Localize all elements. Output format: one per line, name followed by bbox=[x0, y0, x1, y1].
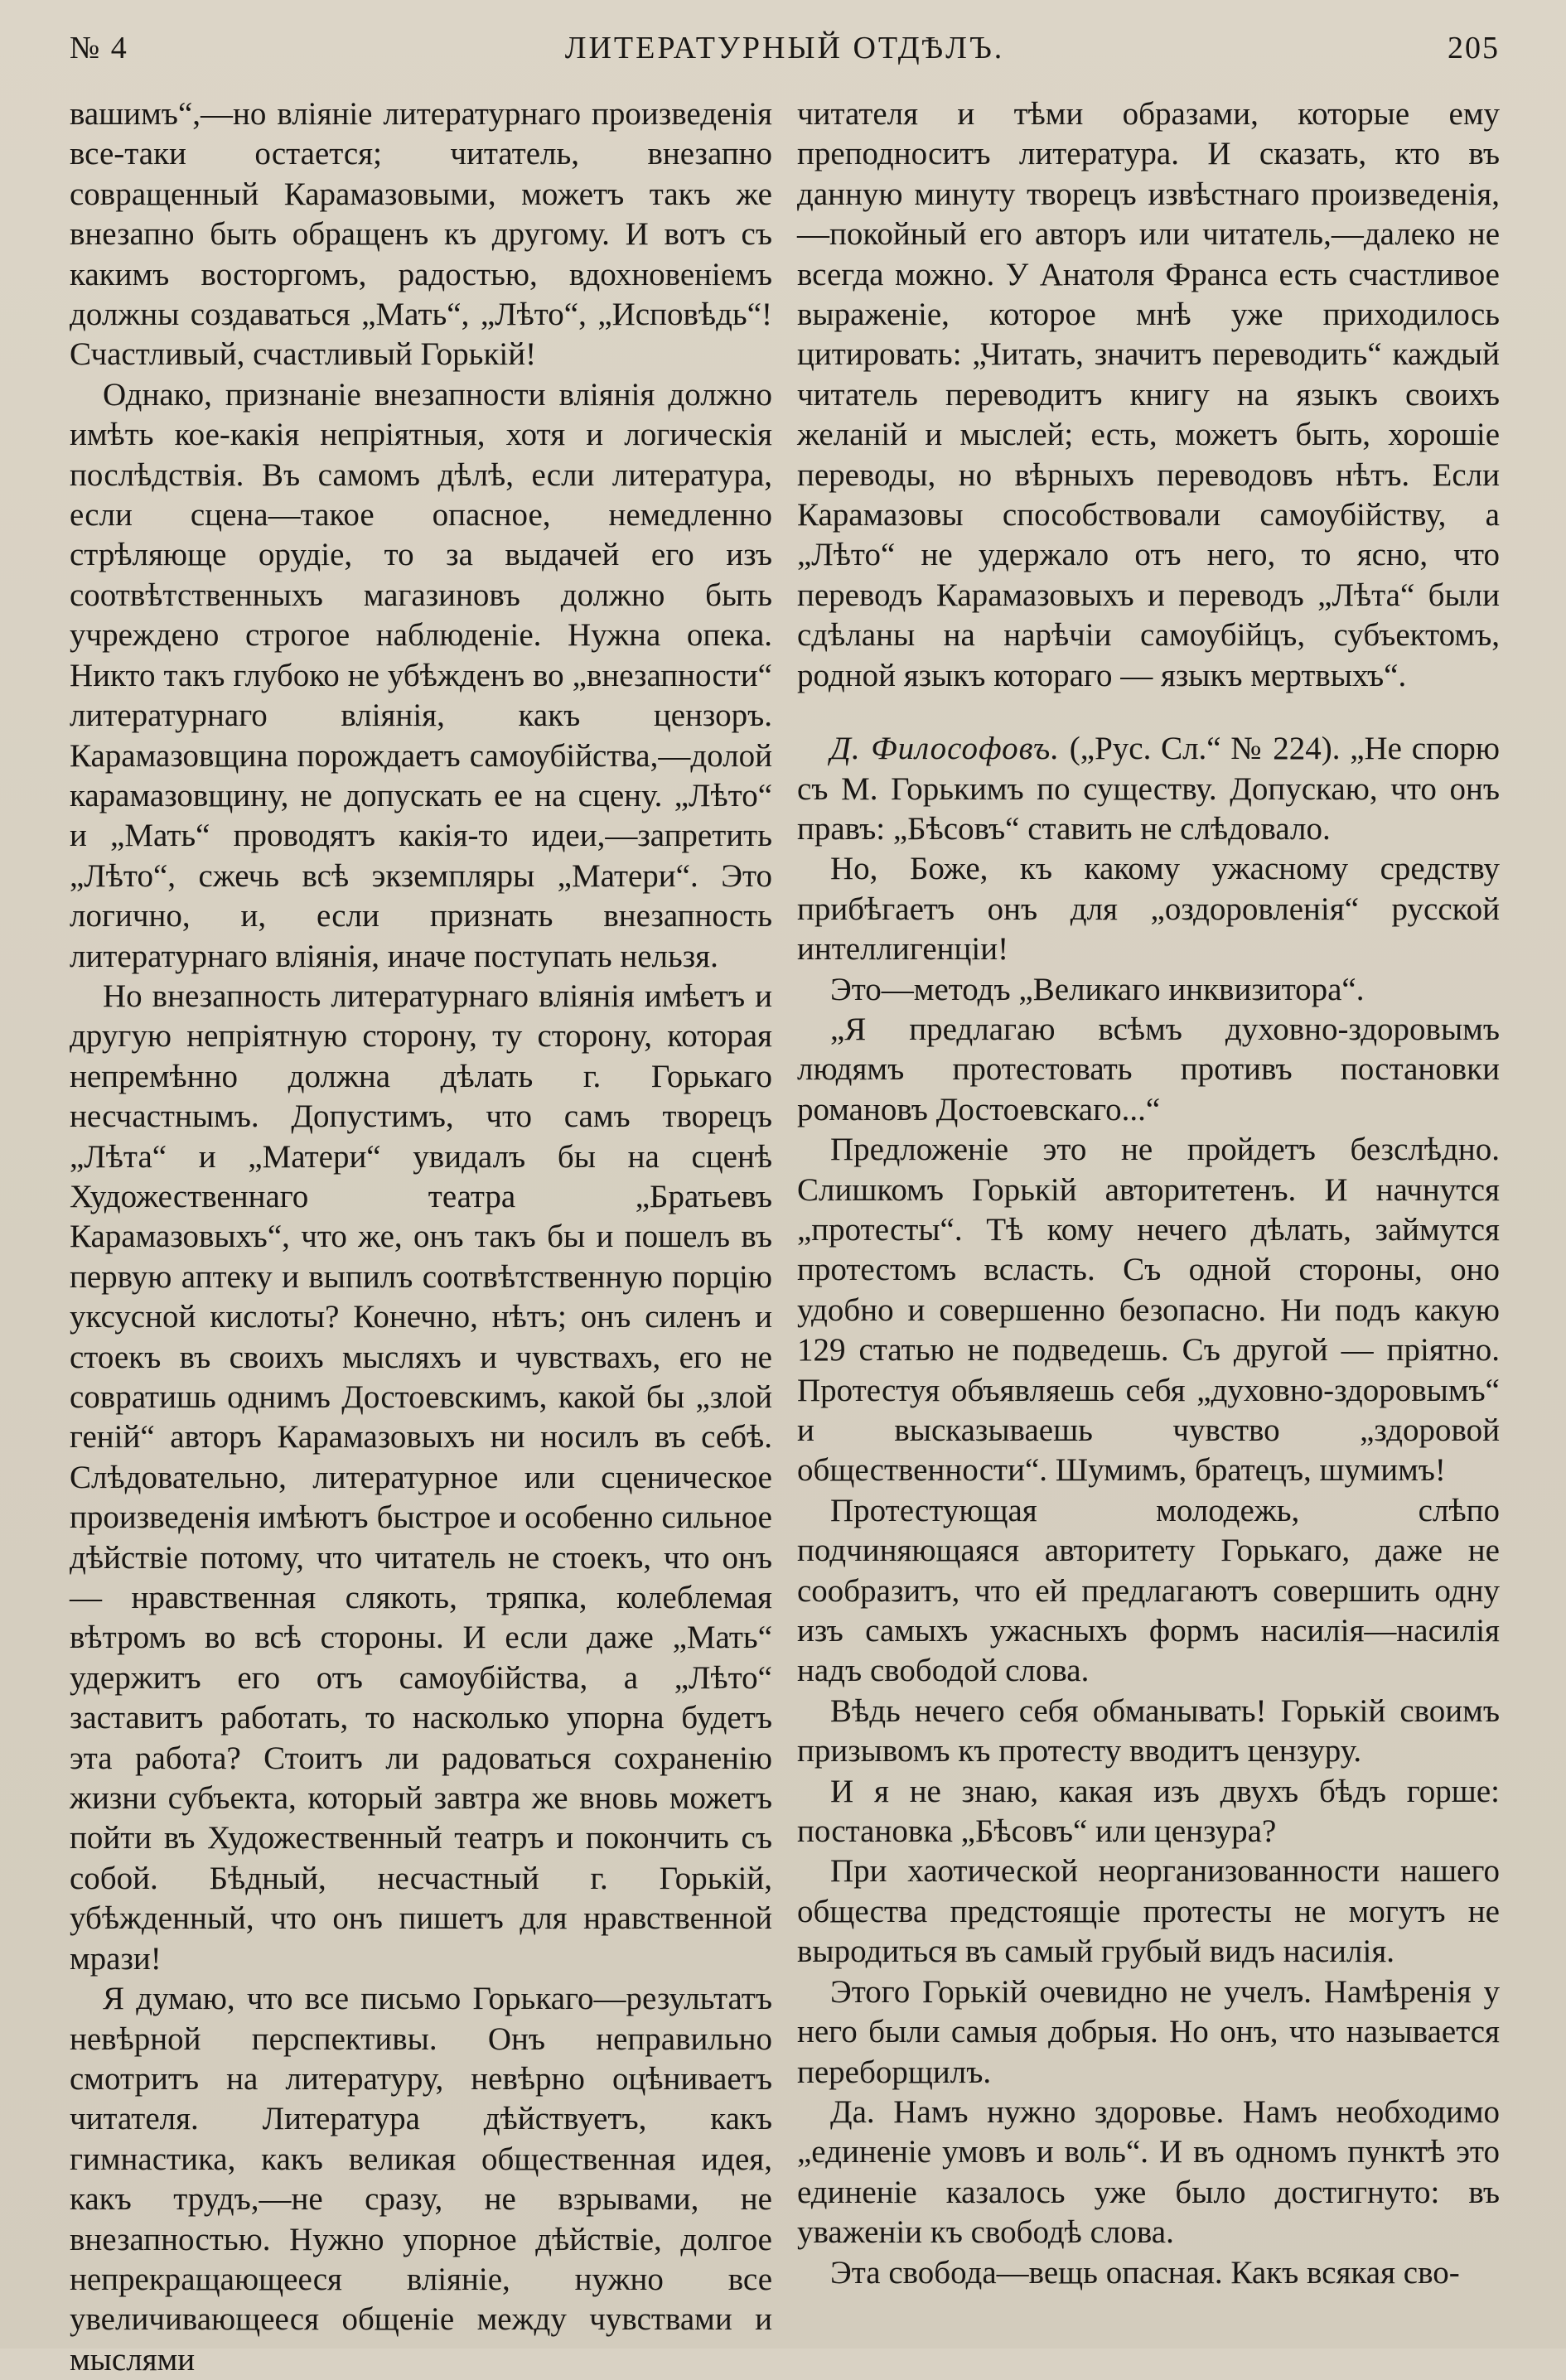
citation-paragraph bbox=[797, 729, 1500, 849]
paragraph: Предложеніе это не пройдетъ безслѣдно. Слишкомъ Горькій авторитетенъ. И начнутся „протесты“. Тѣ кому нечего дѣлать, займутся протестомъ всласть. Съ одной стороны, оно удобно и совершенно безопасно. Ни подъ какую 129 статью не подведешь. Съ другой — пріятно. Протестуя объявляешь себя „духовно-здоровымъ“ и высказываешь чувство „здоровой общественности“. Шумимъ, братецъ, шумимъ! bbox=[797, 1132, 1500, 1489]
paragraph: Но, Боже, къ какому ужасному средству прибѣгаетъ онъ для „оздоровленія“ русской интеллигенціи! bbox=[797, 851, 1500, 968]
paragraph: Вѣдь нечего себя обманывать! Горькій своимъ призывомъ къ протесту вводитъ цензуру. bbox=[797, 1692, 1500, 1769]
page-number: 205 bbox=[1448, 31, 1500, 65]
page-header bbox=[70, 30, 1500, 83]
citation-source: („Рус. Сл.“ № 224). bbox=[1069, 731, 1341, 767]
paragraph: Я думаю, что все письмо Горькаго—результатъ невѣрной перспективы. Онъ неправильно смотритъ на литературу, невѣрно оцѣниваетъ читателя. Литература дѣйствуетъ, какъ гимнастика, какъ великая общественная идея, какъ трудъ,—не сразу, не взрывами, не внезапностью. Нужно упорное дѣйствіе, долгое непрекращающееся вліяніе, нужно все увеличивающееся общеніе между чувствами и мыслями bbox=[70, 1981, 772, 2378]
paragraph: „Я предлагаю всѣмъ духовно-здоровымъ людямъ протестовать противъ постановки романовъ Достоевскаго...“ bbox=[797, 1011, 1500, 1127]
text-columns bbox=[70, 94, 1500, 2380]
paragraph: читателя и тѣми образами, которые ему преподноситъ литература. И сказать, кто въ данную минуту творецъ извѣстнаго произведенія,—покойный его авторъ или читатель,—далеко не всегда можно. У Анатоля Франса есть счастливое выраженіе, которое мнѣ уже приходилось цитировать: „Читать, значитъ переводить“ каждый читатель переводитъ книгу на языкъ своихъ желаній и мыслей; есть, можетъ быть, хорошіе переводы, но вѣрныхъ переводовъ нѣтъ. Если Карамазовы способствовали самоубійству, а „Лѣто“ не удержало отъ него, то ясно, что переводъ Карамазовыхъ и переводъ „Лѣта“ были сдѣланы на нарѣчіи самоубійцъ, субъектомъ, родной языкъ котораго — языкъ мертвыхъ“. bbox=[797, 96, 1500, 693]
left-column bbox=[70, 94, 772, 2380]
paragraph: Но внезапность литературнаго вліянія имѣетъ и другую непріятную сторону, ту сторону, которая непремѣнно должна дѣлать г. Горькаго несчастнымъ. Допустимъ, что самъ творецъ „Лѣта“ и „Матери“ увидалъ бы на сценѣ Художественнаго театра „Братьевъ Карамазовыхъ“, что же, онъ такъ бы и пошелъ въ первую аптеку и выпилъ соотвѣтственную порцію уксусной кислоты? Конечно, нѣтъ; онъ силенъ и стоекъ въ своихъ мысляхъ и чувствахъ, его не совратишь однимъ Достоевскимъ, какой бы „злой геній“ авторъ Карамазовыхъ ни носилъ въ себѣ. Слѣдовательно, литературное или сценическое произведенія имѣютъ быстрое и особенно сильное дѣйствіе потому, что читатель не стоекъ, что онъ — нравственная слякоть, тряпка, колеблемая вѣтромъ во всѣ стороны. И если даже „Мать“ удержитъ его отъ самоубійства, а „Лѣто“ заставитъ работать, то насколько упорна будетъ эта работа? Стоитъ ли радоваться сохраненію жизни субъекта, который завтра же вновь можетъ пойти въ Художественный театръ и покончить съ собой. Бѣдный, несчастный г. Горькій, убѣжденный, что онъ пишетъ для нравственной мрази! bbox=[70, 978, 772, 1977]
citation-author: Д. Философовъ. bbox=[830, 731, 1061, 767]
paragraph: Протестующая молодежь, слѣпо подчиняющаяся авторитету Горькаго, даже не сообразитъ, что ей предлагаютъ совершить одну изъ самыхъ ужасныхъ формъ насилія—насилія надъ свободой слова. bbox=[797, 1492, 1500, 1689]
paragraph: Этого Горькій очевидно не учелъ. Намѣренія у него были самыя добрыя. Но онъ, что называется переборщилъ. bbox=[797, 1973, 1500, 2090]
paragraph: При хаотической неорганизованности нашего общества предстоящіе протесты не могутъ не выродиться въ самый грубый видъ насилія. bbox=[797, 1853, 1500, 1970]
paragraph: Однако, признаніе внезапности вліянія должно имѣть кое-какія непріятныя, хотя и логическія послѣдствія. Въ самомъ дѣлѣ, если литература, если сцена—такое опасное, немедленно стрѣляюще орудіе, то за выдачей его изъ соотвѣтственныхъ магазиновъ должно быть учреждено строгое наблюденіе. Нужна опека. Никто такъ глубоко не убѣжденъ во „внезапности“ литературнаго вліянія, какъ цензоръ. Карамазовщина порождаетъ самоубійства,—долой карамазовщину, не допускать ее на сцену. „Лѣто“ и „Мать“ проводятъ какія-то идеи,—запретить „Лѣто“, сжечь всѣ экземпляры „Матери“. Это логично, и, если признать внезапность литературнаго вліянія, иначе поступать нельзя. bbox=[70, 376, 772, 974]
paragraph: Это—методъ „Великаго инквизитора“. bbox=[830, 971, 1365, 1007]
right-column bbox=[797, 94, 1500, 2380]
quoted-text: „Не спорю съ М. Горькимъ по существу. Допускаю, что онъ правъ: „Бѣсовъ“ ставить не слѣдовало. bbox=[797, 731, 1501, 847]
section-title: ЛИТЕРАТУРНЫЙ ОТДѢЛЪ. bbox=[564, 31, 1005, 65]
paragraph: Эта свобода—вещь опасная. Какъ всякая сво- bbox=[830, 2254, 1460, 2291]
issue-number: № 4 bbox=[70, 31, 128, 65]
paragraph: Да. Намъ нужно здоровье. Намъ необходимо „единеніе умовъ и воль“. И въ одномъ пунктѣ это единеніе казалось уже было достигнуто: въ уваженіи къ свободѣ слова. bbox=[797, 2093, 1500, 2251]
paragraph: И я не знаю, какая изъ двухъ бѣдъ горше: постановка „Бѣсовъ“ или цензура? bbox=[797, 1773, 1500, 1850]
paragraph: вашимъ“,—но вліяніе литературнаго произведенія все-таки остается; читатель, внезапно совращенный Карамазовыми, можетъ такъ же внезапно быть обращенъ къ другому. И вотъ съ какимъ восторгомъ, радостью, вдохновеніемъ должны создаваться „Мать“, „Лѣто“, „Исповѣдь“! Счастливый, счастливый Горькій! bbox=[70, 96, 772, 373]
